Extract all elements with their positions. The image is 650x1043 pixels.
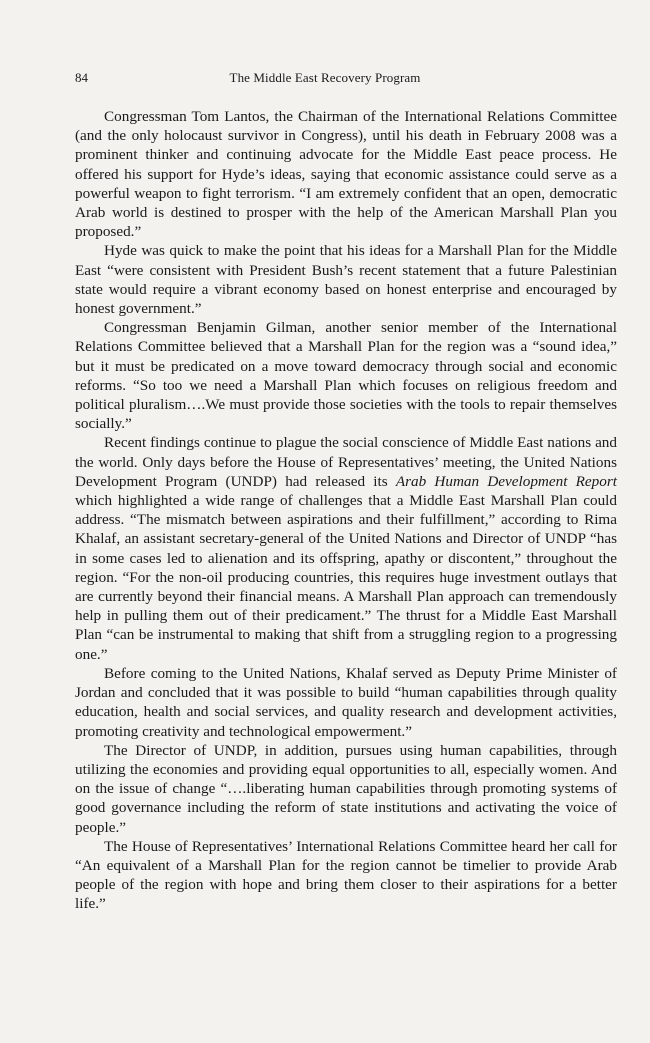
paragraph-committee: The House of Representatives’ International Relations Committee heard her call for “An equivalent of a Marshall Plan for the region cannot be timelier to provide Arab people of the region with hope and bring them closer to their aspirations for a better life.” [75, 837, 617, 913]
paragraph-khalaf: Before coming to the United Nations, Khalaf served as Deputy Prime Minister of Jordan and concluded that it was possible to build “human capabilities through quality education, health and social services, and quality research and development activities, promoting creativity and technological empowerment.” [75, 664, 617, 740]
paragraph-lantos: Congressman Tom Lantos, the Chairman of the International Relations Committee (and the only holocaust survivor in Congress), until his death in February 2008 was a prominent thinker and continuing advocate for the Middle East peace process. He offered his support for Hyde’s ideas, saying that economic assistance could serve as a powerful weapon to fight terrorism. “I am extremely confident that an open, democratic Arab world is destined to prosper with the help of the American Marshall Plan you proposed.” [75, 108, 617, 241]
paragraph-text: which highlighted a wide range of challenges that a Middle East Marshall Plan could address. “The mismatch between aspirations and their fulfillment,” according to Rima Khalaf, an assistant secretary-general of the United Nations and Director of UNDP “has in some cases led to alienation and its offspring, apathy or discontent,” throughout the region. “For the non-oil producing countries, this requires huge investment outlays that are currently beyond their financial means. A Marshall Plan approach can tremendously help in pulling them out of their predicament.” The thrust for a Middle East Marshall Plan “can be instrumental to making that shift from a struggling region to a progressing one.” [75, 492, 617, 663]
paragraph-undp-report [75, 433, 617, 663]
paragraph-undp-director: The Director of UNDP, in addition, pursues using human capabilities, through utilizing the economies and providing equal opportunities to all, especially women. And on the issue of change “….liberating human capabilities through promoting systems of good governance including the reform of state institutions and activating the voice of people.” [75, 741, 617, 836]
paragraph-hyde: Hyde was quick to make the point that his ideas for a Marshall Plan for the Middle East “were consistent with President Bush’s recent statement that a future Palestinian state would require a vibrant economy based on honest enterprise and encouraged by honest government.” [75, 242, 617, 318]
paragraph-gilman: Congressman Benjamin Gilman, another senior member of the International Relations Committee believed that a Marshall Plan for the region was a “sound idea,” but it must be predicated on a move toward democracy through social and economic reforms. “So too we need a Marshall Plan which focuses on religious freedom and political pluralism….We must provide those societies with the tools to repair themselves socially.” [75, 319, 617, 433]
body-text [75, 107, 617, 914]
report-title: Arab Human Development Report [395, 472, 617, 490]
page-number: 84 [75, 70, 88, 85]
paragraph-text: Recent findings continue to plague the social conscience of Middle East nations and the world. Only days before the House of Representatives’ meeting, the United Nations Development Program (UNDP) had released its [75, 434, 617, 490]
running-title: The Middle East Recovery Program [229, 70, 421, 85]
